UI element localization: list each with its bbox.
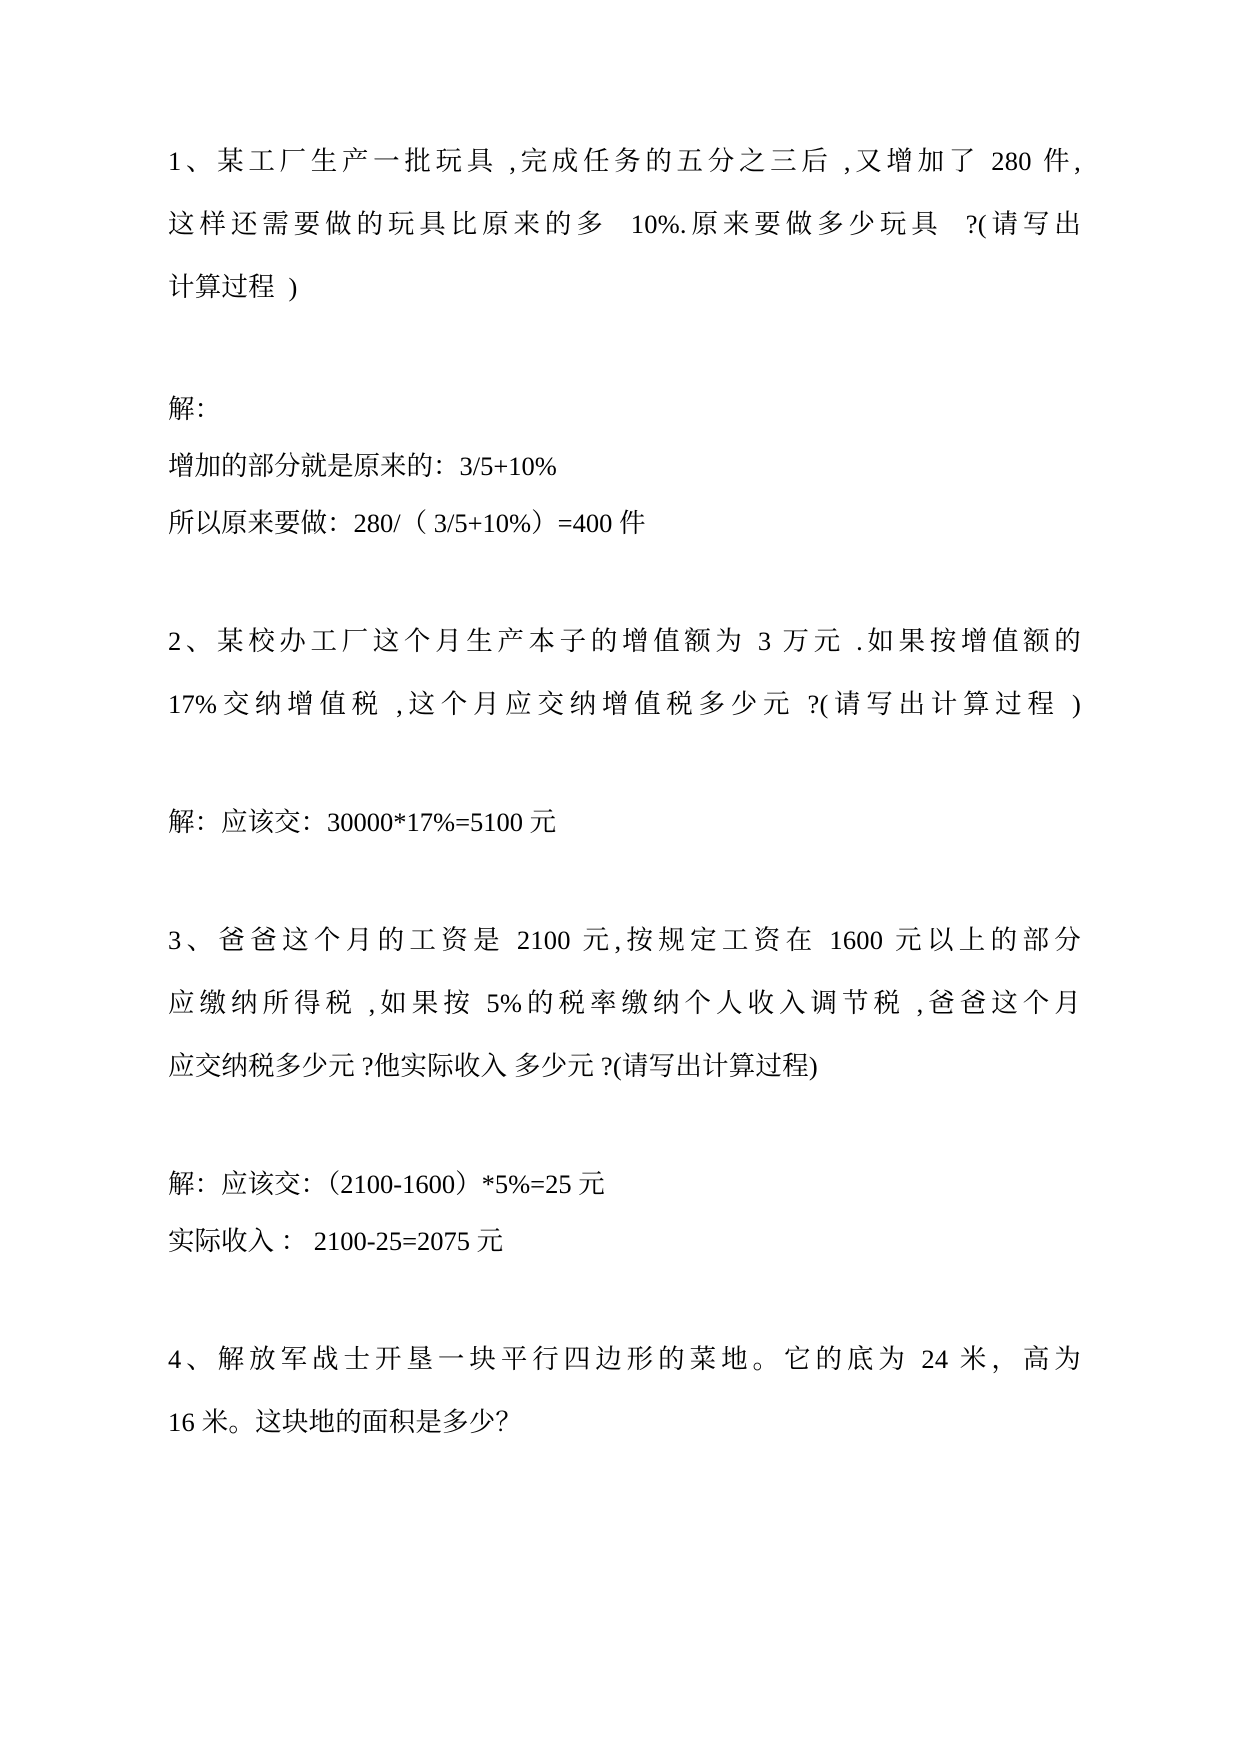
problem-4-line-2: 16 米。这块地的面积是多少？ bbox=[168, 1407, 523, 1437]
solution-1-line-2: 增加的部分就是原来的：3/5+10% bbox=[168, 451, 557, 481]
problem-4-line-1: 4、解放军战士开垦一块平行四边形的菜地。它的底为 24 米，高为 bbox=[168, 1344, 1081, 1374]
solution-1-line-3: 所以原来要做：280/（ 3/5+10%）=400 件 bbox=[168, 508, 646, 538]
solution-3 bbox=[168, 1156, 1081, 1270]
problem-1-line-2: 这样还需要做的玩具比原来的多 10%.原来要做多少玩具 ?(请写出 bbox=[168, 209, 1081, 239]
solution-2-line-1: 解：应该交：30000*17%=5100 元 bbox=[168, 807, 557, 837]
problem-3-line-1: 3、爸爸这个月的工资是 2100 元,按规定工资在 1600 元以上的部分 bbox=[168, 925, 1081, 955]
problem-2-line-2: 17%交纳增值税 ,这个月应交纳增值税多少元 ?(请写出计算过程 ) bbox=[168, 689, 1081, 719]
solution-2 bbox=[168, 794, 1081, 851]
spacer bbox=[168, 1098, 1081, 1156]
solution-3-line-2: 实际收入 ： 2100-25=2075 元 bbox=[168, 1226, 504, 1256]
problem-3-line-2: 应缴纳所得税 ,如果按 5%的税率缴纳个人收入调节税 ,爸爸这个月 bbox=[168, 988, 1081, 1018]
spacer bbox=[168, 319, 1081, 381]
problem-1-line-1: 1、某工厂生产一批玩具 ,完成任务的五分之三后 ,又增加了 280 件, bbox=[168, 146, 1081, 176]
spacer bbox=[168, 736, 1081, 794]
problem-4 bbox=[168, 1328, 1081, 1454]
problem-3-line-3: 应交纳税多少元 ?他实际收入 多少元 ?(请写出计算过程) bbox=[168, 1051, 818, 1081]
solution-3-line-1: 解：应该交：（2100-1600）*5%=25 元 bbox=[168, 1169, 605, 1199]
problem-1-line-3: 计算过程 ) bbox=[168, 272, 298, 302]
problem-3 bbox=[168, 909, 1081, 1098]
problem-1 bbox=[168, 130, 1081, 319]
solution-1 bbox=[168, 381, 1081, 552]
problem-2-line-1: 2、某校办工厂这个月生产本子的增值额为 3 万元 .如果按增值额的 bbox=[168, 626, 1081, 656]
spacer bbox=[168, 552, 1081, 610]
spacer bbox=[168, 1270, 1081, 1328]
solution-1-line-1: 解： bbox=[168, 394, 221, 424]
spacer bbox=[168, 851, 1081, 909]
problem-2 bbox=[168, 610, 1081, 736]
